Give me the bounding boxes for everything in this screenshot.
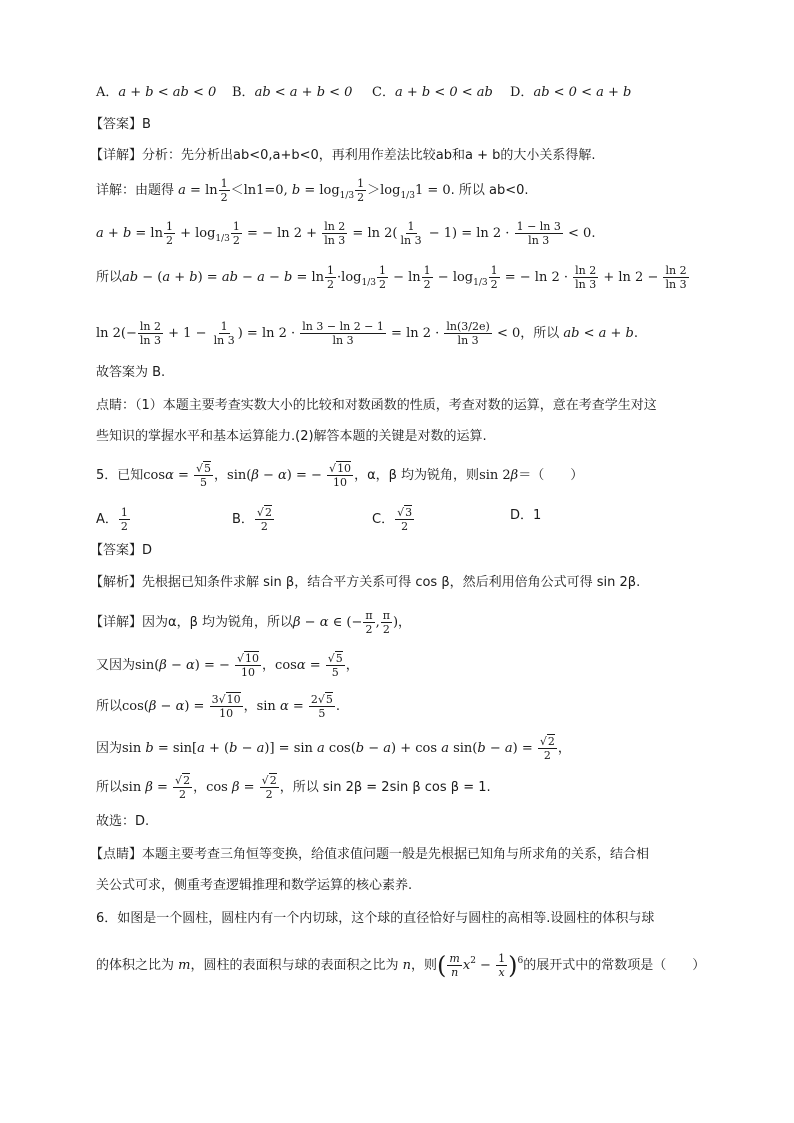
q5-detail-line5: 所以sin β = $\frac{√2}{2}$ ，cos β = $\frac{√2}{2}$ ，所以 sin 2β = 2sin β cos β = 1. bbox=[96, 774, 491, 801]
q4-conclusion: 故答案为 B. bbox=[96, 365, 166, 380]
q5-answer: 【答案】D bbox=[90, 543, 153, 558]
q5-option-a: A． $\frac{1}{2}$ bbox=[96, 506, 128, 533]
q4-option-b: B．ab < a + b < 0 bbox=[232, 85, 353, 100]
q5-detail-line2: 又因为sin(β − α) = − $\frac{√10}{10}$ ，cosα = $\frac{√5}{5}$ ， bbox=[96, 652, 359, 679]
q5-option-c: C． $\frac{√3}{2}$ bbox=[372, 506, 413, 533]
q5-option-b: B． $\frac{√2}{2}$ bbox=[232, 506, 272, 533]
q5-analysis: 【解析】先根据已知条件求解 sin β，结合平方关系可得 cos β，然后利用倍角公式可得 sin 2β. bbox=[90, 575, 641, 590]
q4-detail-line3: 所以ab − (a + b) = ab − a − b = ln $\frac{1}{2}$ $\cdot\log_{1/3}$ $\frac{1}{2}$ − ln $\frac{1}{2}$ − $\log_{1/3}$ $\frac{1}{2}$ = − ln 2 · $\frac{\ln 2}{\ln 3}$ + ln 2 − $\frac{\ln 2}{\ln 3}$ bbox=[96, 264, 687, 291]
q6-line1: 6．如图是一个圆柱，圆柱内有一个内切球，这个球的直径恰好与圆柱的高相等.设圆柱的体积与球 bbox=[96, 911, 655, 926]
q4-option-c: C．a + b < 0 < ab bbox=[372, 85, 493, 100]
q5-stem: 5．已知cosα = $\frac{√5}{5}$ ，sin(β − α) = − $\frac{√10}{10}$ ，α，β 均为锐角，则sin 2β＝（ ） bbox=[96, 462, 584, 489]
q4-analysis: 【详解】分析：先分析出ab<0,a+b<0，再利用作差法比较ab和a + b的大小关系得解. bbox=[90, 148, 596, 163]
q6-line2: 的体积之比为 m，圆柱的表面积与球的表面积之比为 n，则( $\frac{m}{n}$ $x^2$ − $\frac{1}{x}$ )$^6$的展开式中的常数项是（ ） bbox=[96, 951, 706, 980]
q4-detail-line4: ln 2(− $\frac{\ln 2}{\ln 3}$ + 1 − $\frac{1}{\ln 3}$ ) = ln 2 · $\frac{\ln 3 - \ln 2 - 1}{\ln 3}$ = ln 2 · $\frac{\ln(3/2e)}{\ln 3}$ < 0，所以 ab < a + b. bbox=[96, 320, 638, 347]
q5-option-d: D．1 bbox=[510, 508, 542, 523]
q4-detail-line2: a + b = ln $\frac{1}{2}$ + $\log_{1/3}$ $\frac{1}{2}$ = − ln 2 + $\frac{\ln 2}{\ln 3}$ = ln 2( $\frac{1}{\ln 3}$ − 1) = ln 2 · $\frac{1 - \ln 3}{\ln 3}$ < 0. bbox=[96, 220, 596, 247]
q5-note-line2: 关公式可求，侧重考查逻辑推理和数学运算的核心素养. bbox=[96, 878, 413, 893]
q5-detail-line1: 【详解】因为α，β 均为锐角，所以β − α ∈ (− $\frac{\pi}{2}$ , $\frac{\pi}{2}$ )， bbox=[90, 609, 412, 636]
q4-note-line2: 些知识的掌握水平和基本运算能力.(2)解答本题的关键是对数的运算. bbox=[96, 429, 487, 444]
q4-option-a: A．a + b < ab < 0 bbox=[96, 85, 217, 100]
q4-option-d: D．ab < 0 < a + b bbox=[510, 85, 632, 100]
q5-choose: 故选：D. bbox=[96, 814, 150, 829]
q4-detail-line1: 详解：由题得 a = ln $\frac{1}{2}$ ＜ln1=0, $b = \log_{1/3}$ $\frac{1}{2}$ $>\log_{1/3}1 = 0$. 所以 ab<0. bbox=[96, 177, 529, 204]
q5-detail-line4: 因为sin b = sin[a + (b − a)] = sin a cos(b − a) + cos a sin(b − a) = $\frac{√2}{2}$ ， bbox=[96, 735, 571, 762]
q5-note-line1: 【点睛】本题主要考查三角恒等变换，给值求值问题一般是先根据已知角与所求角的关系，结合相 bbox=[90, 847, 650, 862]
q5-detail-line3: 所以cos(β − α) = $\frac{3√10}{10}$ ，sin α = $\frac{2√5}{5}$ . bbox=[96, 693, 341, 720]
q4-note-line1: 点睛：（1）本题主要考查实数大小的比较和对数函数的性质，考查对数的运算，意在考查学生对这 bbox=[96, 398, 657, 413]
q4-answer: 【答案】B bbox=[90, 117, 151, 132]
